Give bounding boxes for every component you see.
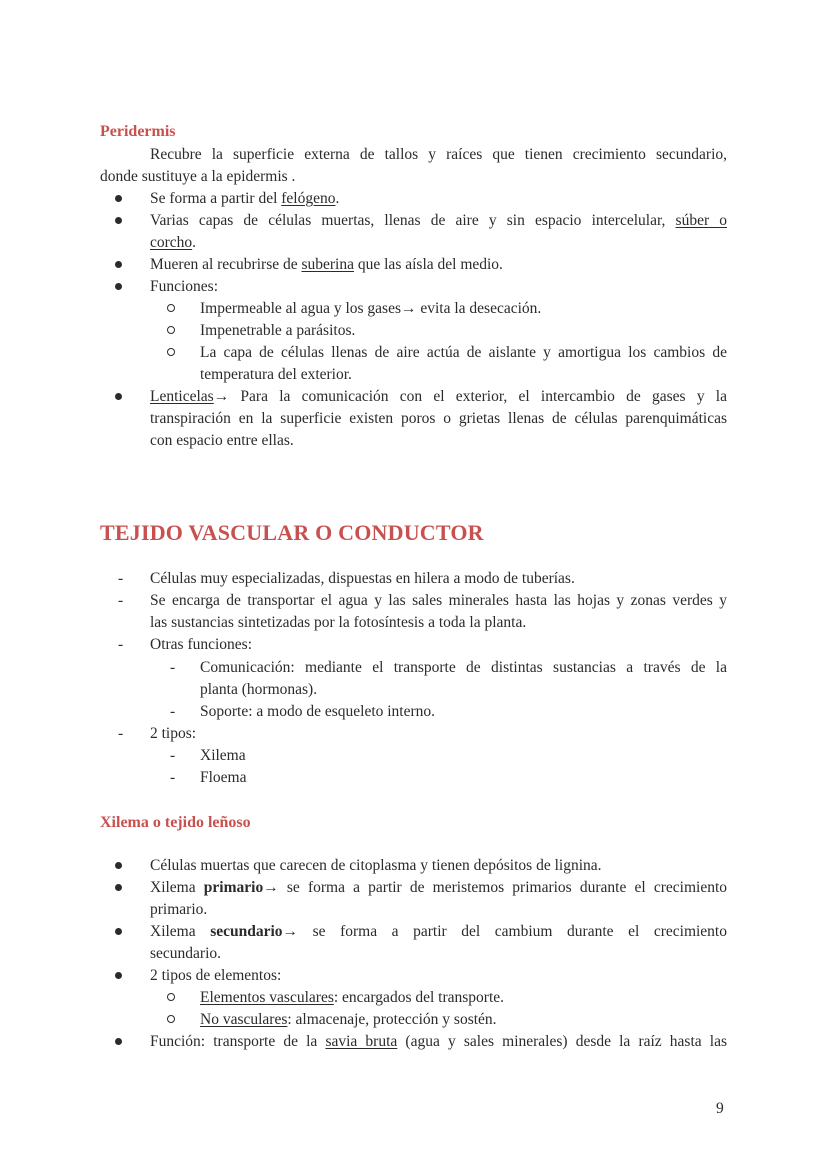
list-item-text: . xyxy=(192,234,197,251)
paragraph-line: Recubre la superficie externa de tallos y raíces que tienen crecimiento secundario, xyxy=(150,146,727,163)
bold-term: secundario xyxy=(210,923,283,940)
sub-list-item: La capa de células llenas de aire actúa de aislante y amortigua los cambios de xyxy=(200,344,727,361)
bullet-icon xyxy=(115,195,122,202)
list-item: Otras funciones: xyxy=(150,636,253,653)
bullet-icon xyxy=(115,928,122,935)
bullet-icon xyxy=(115,1038,122,1045)
list-item xyxy=(150,921,727,943)
list-item xyxy=(150,188,339,210)
underlined-term: No vasculares xyxy=(200,1011,288,1028)
sub-list-item: Comunicación: mediante el transporte de distintas sustancias a través de la xyxy=(200,659,727,676)
section-heading-peridermis: Peridermis xyxy=(100,123,176,140)
list-item xyxy=(150,877,727,899)
sub-list-item-continuation: temperatura del exterior. xyxy=(200,366,352,383)
list-item-text: → se forma a partir de meristemos primarios durante el crecimiento xyxy=(263,879,728,896)
sub-list-item-continuation: planta (hormonas). xyxy=(200,681,318,698)
section-heading-tejido-vascular: TEJIDO VASCULAR O CONDUCTOR xyxy=(100,520,484,545)
list-item-continuation: con espacio entre ellas. xyxy=(150,432,294,449)
list-item xyxy=(150,210,727,232)
list-item: Se encarga de transportar el agua y las sales minerales hasta las hojas y zonas verdes y xyxy=(150,592,727,609)
sub-bullet-icon xyxy=(167,348,175,356)
list-item-text: Mueren al recubrirse de xyxy=(150,256,302,273)
sub-list-item xyxy=(200,987,504,1009)
sub-list-item: Soporte: a modo de esqueleto interno. xyxy=(200,703,436,720)
dash-bullet-icon: - xyxy=(118,592,124,609)
sub-list-item: Impermeable al agua y los gases→ evita la desecación. xyxy=(200,300,542,317)
sub-bullet-icon xyxy=(167,304,175,312)
list-item-text: Se forma a partir del xyxy=(150,190,282,207)
list-item: Células muy especializadas, dispuestas en hilera a modo de tuberías. xyxy=(150,570,575,587)
dash-bullet-icon: - xyxy=(170,703,176,720)
list-item: Funciones: xyxy=(150,278,219,295)
dash-bullet-icon: - xyxy=(170,659,176,676)
list-item-continuation: las sustancias sintetizadas por la fotosíntesis a toda la planta. xyxy=(150,614,527,631)
sub-list-item: Impenetrable a parásitos. xyxy=(200,322,356,339)
sub-bullet-icon xyxy=(167,993,175,1001)
sub-bullet-icon xyxy=(167,1015,175,1023)
dash-bullet-icon: - xyxy=(170,747,176,764)
dash-bullet-icon: - xyxy=(118,636,124,653)
dash-bullet-icon: - xyxy=(118,570,124,587)
list-item-text: (agua y sales minerales) desde la raíz hasta las xyxy=(397,1033,728,1050)
underlined-term: Elementos vasculares xyxy=(200,989,334,1006)
bullet-icon xyxy=(115,217,122,224)
underlined-term: Lenticelas xyxy=(150,388,214,405)
list-item: 2 tipos: xyxy=(150,725,197,742)
list-item-continuation: primario. xyxy=(150,901,208,918)
list-item-text: : almacenaje, protección y sostén. xyxy=(287,1011,497,1028)
sub-list-item xyxy=(200,1009,497,1031)
underlined-term: suberina xyxy=(301,256,354,273)
bullet-icon xyxy=(115,261,122,268)
list-item-continuation: secundario. xyxy=(150,945,222,962)
section-heading-xilema: Xilema o tejido leñoso xyxy=(100,814,251,831)
dash-bullet-icon: - xyxy=(118,725,124,742)
list-item xyxy=(150,1031,727,1053)
list-item-text: que las aísla del medio. xyxy=(354,256,503,273)
underlined-term: savia bruta xyxy=(325,1033,398,1050)
bullet-icon xyxy=(115,283,122,290)
list-item xyxy=(150,254,503,276)
paragraph-line: donde sustituye a la epidermis . xyxy=(100,168,296,185)
list-item-continuation xyxy=(150,232,196,254)
bullet-icon xyxy=(115,393,122,400)
page-number: 9 xyxy=(716,1100,724,1117)
list-item-text: Varias capas de células muertas, llenas de aire y sin espacio intercelular, xyxy=(150,212,676,229)
list-item-text: Xilema xyxy=(150,923,211,940)
bullet-icon xyxy=(115,862,122,869)
sub-bullet-icon xyxy=(167,326,175,334)
list-item: 2 tipos de elementos: xyxy=(150,967,282,984)
list-item-text: → Para la comunicación con el exterior, el intercambio de gases y la xyxy=(213,388,727,405)
bullet-icon xyxy=(115,884,122,891)
sub-list-item: Xilema xyxy=(200,747,246,764)
list-item: Células muertas que carecen de citoplasma y tienen depósitos de lignina. xyxy=(150,857,602,874)
underlined-term: corcho xyxy=(150,234,193,251)
bold-term: primario xyxy=(203,879,264,896)
list-item xyxy=(150,386,727,408)
list-item-continuation: transpiración en la superficie existen poros o grietas llenas de células parenquimáticas xyxy=(150,410,727,427)
list-item-text: Función: transporte de la xyxy=(150,1033,326,1050)
underlined-term: súber o xyxy=(675,212,727,229)
dash-bullet-icon: - xyxy=(170,769,176,786)
bullet-icon xyxy=(115,972,122,979)
list-item-text: : encargados del transporte. xyxy=(333,989,505,1006)
underlined-term: felógeno xyxy=(281,190,336,207)
list-item-text: Xilema xyxy=(150,879,204,896)
sub-list-item: Floema xyxy=(200,769,247,786)
list-item-text: . xyxy=(335,190,340,207)
list-item-text: → se forma a partir del cambium durante el crecimiento xyxy=(282,923,727,940)
